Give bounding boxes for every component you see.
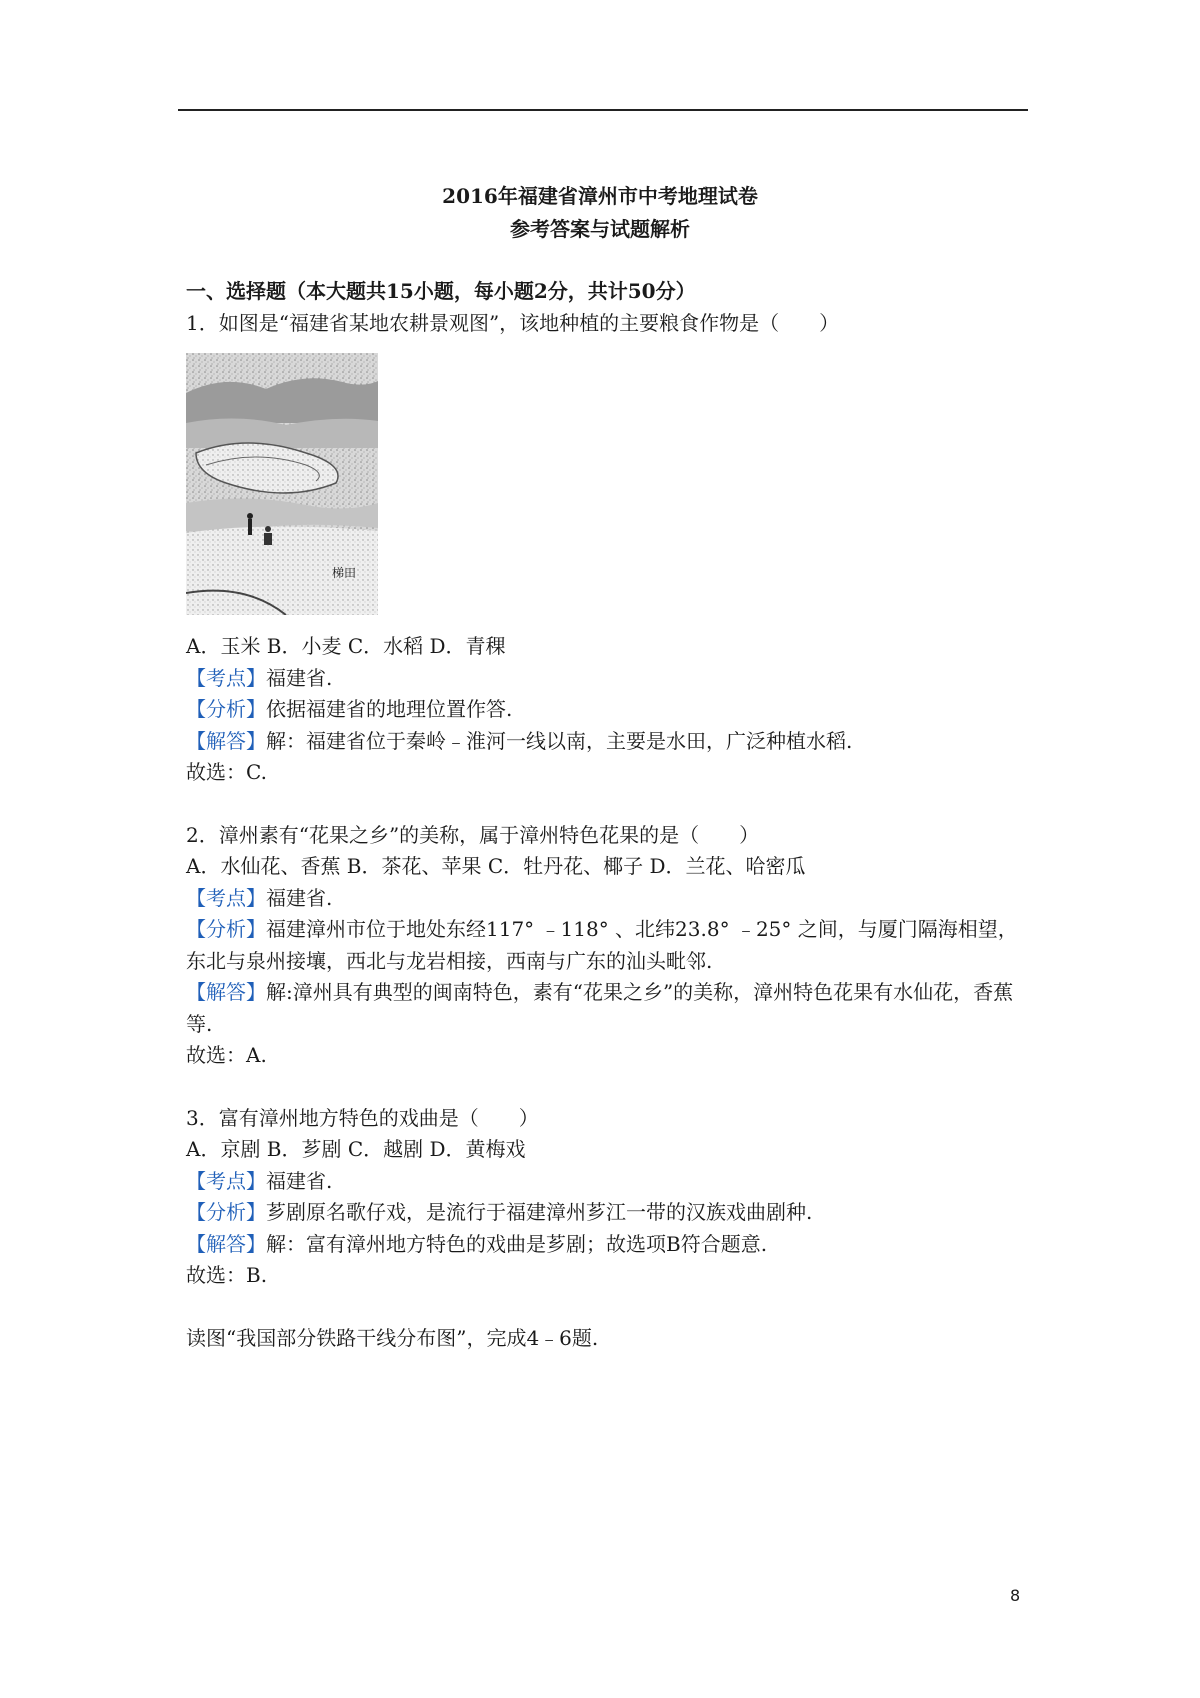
kaodian-tag: 【考点】 (186, 1168, 266, 1193)
question-3-jieda: 【解答】解：富有漳州地方特色的戏曲是芗剧；故选项B符合题意. (186, 1231, 768, 1256)
fenxi-tag: 【分析】 (186, 697, 266, 721)
header-rule (178, 109, 1028, 111)
question-2-options: A．水仙花、香蕉 B．茶花、苹果 C．牡丹花、椰子 D．兰花、哈密瓜 (186, 854, 806, 878)
kaodian-tag: 【考点】 (186, 885, 266, 910)
fenxi-tag: 【分析】 (186, 917, 266, 941)
question-1-jieda: 【解答】解：福建省位于秦岭﹣淮河一线以南，主要是水田，广泛种植水稻. (186, 728, 853, 753)
section-heading: 一、选择题（本大题共15小题，每小题2分，共计50分） (186, 279, 696, 303)
document-subtitle: 参考答案与试题解析 (510, 217, 690, 241)
question-2-answer: 故选：A. (186, 1043, 267, 1067)
figure-label: 梯田 (332, 566, 357, 580)
question-2-jieda: 【解答】解:漳州具有典型的闽南特色，素有“花果之乡”的美称，漳州特色花果有水仙花，香蕉等. (186, 980, 1014, 1036)
question-3-stem: 3．富有漳州地方特色的戏曲是（ ） (186, 1105, 539, 1130)
question-3-options: A．京剧 B．芗剧 C．越剧 D．黄梅戏 (186, 1137, 526, 1161)
question-3-kaodian: 【考点】福建省. (186, 1168, 333, 1193)
question-1-stem: 1．如图是“福建省某地农耕景观图”，该地种植的主要粮食作物是（ ） (186, 310, 840, 335)
jieda-tag: 【解答】 (186, 1231, 266, 1256)
document-title: 2016年福建省漳州市中考地理试卷 (442, 184, 758, 208)
question-1-fenxi: 【分析】依据福建省的地理位置作答. (186, 697, 513, 721)
question-3-fenxi: 【分析】芗剧原名歌仔戏，是流行于福建漳州芗江一带的汉族戏曲剧种. (186, 1200, 813, 1224)
page-number: 8 (1010, 1586, 1021, 1605)
question-1-answer: 故选：C. (186, 760, 267, 784)
jieda-tag: 【解答】 (186, 980, 266, 1004)
question-2-stem: 2．漳州素有“花果之乡”的美称，属于漳州特色花果的是（ ） (186, 822, 760, 847)
document-body (186, 276, 1026, 1354)
question-2-fenxi: 【分析】福建漳州市位于地处东经117° ﹣118° 、北纬23.8° ﹣25° 之间，与厦门隔海相望，东北与泉州接壤，西北与龙岩相接，西南与广东的汕头毗邻. (186, 917, 1018, 973)
kaodian-tag: 【考点】 (186, 665, 266, 690)
questions-4-6-intro: 读图“我国部分铁路干线分布图”，完成4﹣6题. (186, 1325, 599, 1350)
terrace-field-photo (186, 353, 378, 615)
question-3-answer: 故选：B. (186, 1263, 268, 1287)
question-1-kaodian: 【考点】福建省. (186, 665, 333, 690)
fenxi-tag: 【分析】 (186, 1200, 266, 1224)
question-1-options: A．玉米 B．小麦 C．水稻 D．青稞 (186, 634, 506, 658)
question-2-kaodian: 【考点】福建省. (186, 885, 333, 910)
jieda-tag: 【解答】 (186, 728, 266, 753)
